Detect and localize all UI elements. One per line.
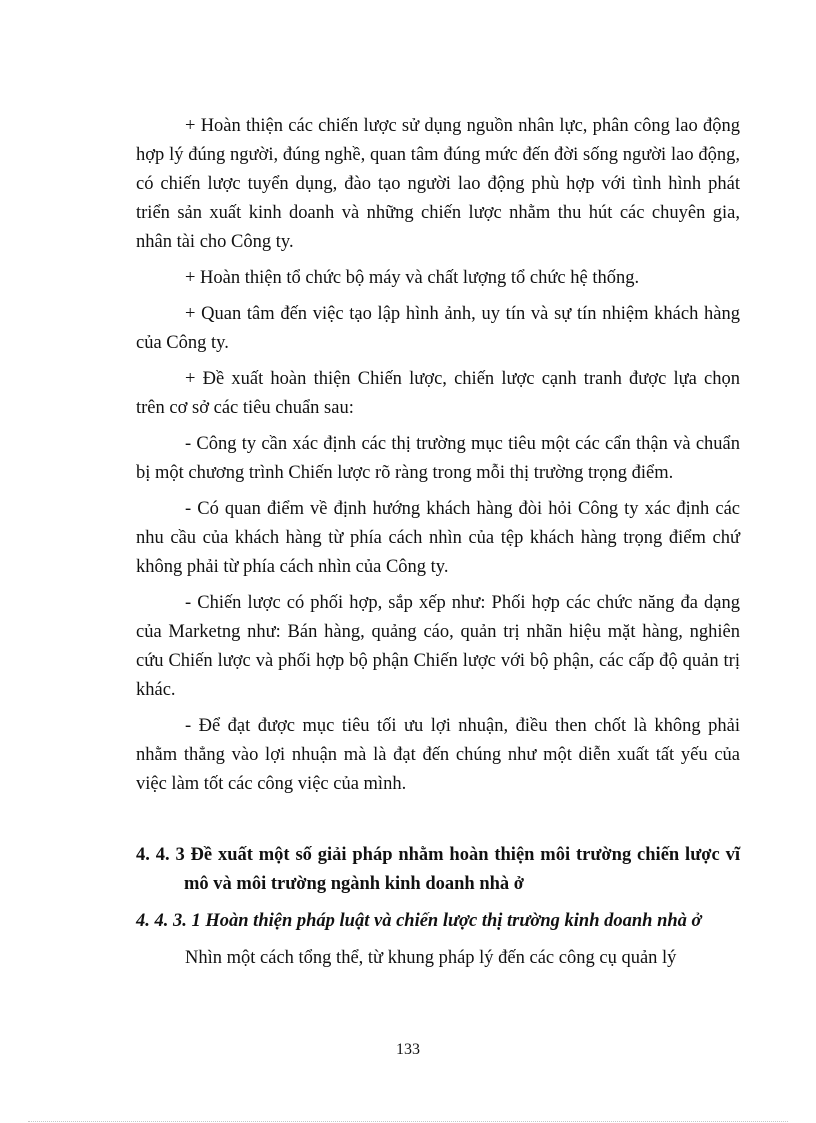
paragraph-customer-orientation: - Có quan điểm về định hướng khách hàng đòi hỏi Công ty xác định các nhu cầu của khách hàng từ phía cách nhìn của tệp khách hàng trọng điểm chứ không phải từ phía cách nhìn của Công ty. [136,499,740,577]
paragraph-target-markets: - Công ty cần xác định các thị trường mục tiêu một các cẩn thận và chuẩn bị một chương trình Chiến lược rõ ràng trong mỗi thị trường trọng điểm. [136,434,740,483]
paragraph-profit-goal: - Để đạt được mục tiêu tối ưu lợi nhuận, điều then chốt là không phải nhằm thẳng vào lợi nhuận mà là đạt đến chúng như một diễn xuất tất yếu của việc làm tốt các công việc của mình. [136,716,740,794]
paragraph-coordination: - Chiến lược có phối hợp, sắp xếp như: Phối hợp các chức năng đa dạng của Marketng như: Bán hàng, quảng cáo, quản trị nhãn hiệu mặt hàng, nghiên cứu Chiến lược và phối hợp bộ phận Chiến lược với bộ phận, các cấp độ quản trị khác. [136,593,740,700]
page-number: 133 [396,1041,420,1058]
paragraph-brand-image: + Quan tâm đến việc tạo lập hình ảnh, uy tín và sự tín nhiệm khách hàng của Công ty. [136,304,740,353]
section-heading: 4. 4. 3 Đề xuất một số giải pháp nhằm hoàn thiện môi trường chiến lược vĩ mô và môi trường ngành kinh doanh nhà ở [136,845,740,894]
document-body [136,112,740,973]
paragraph-strategy-proposal: + Đề xuất hoàn thiện Chiến lược, chiến lược cạnh tranh được lựa chọn trên cơ sở các tiêu chuẩn sau: [136,369,740,418]
paragraph-organization: + Hoàn thiện tổ chức bộ máy và chất lượng tổ chức hệ thống. [185,268,640,288]
paragraph-human-resources: + Hoàn thiện các chiến lược sử dụng nguồn nhân lực, phân công lao động hợp lý đúng người, đúng nghề, quan tâm đúng mức đến đời sống người lao động, có chiến lược tuyển dụng, đào tạo người lao động phù hợp với tình hình phát triển sản xuất kinh doanh và những chiến lược nhằm thu hút các chuyên gia, nhân tài cho Công ty. [136,116,740,252]
page-bottom-rule [28,1121,788,1122]
paragraph-closing: Nhìn một cách tổng thể, từ khung pháp lý đến các công cụ quản lý [185,948,677,968]
subsection-heading: 4. 4. 3. 1 Hoàn thiện pháp luật và chiến lược thị trường kinh doanh nhà ở [136,911,702,931]
